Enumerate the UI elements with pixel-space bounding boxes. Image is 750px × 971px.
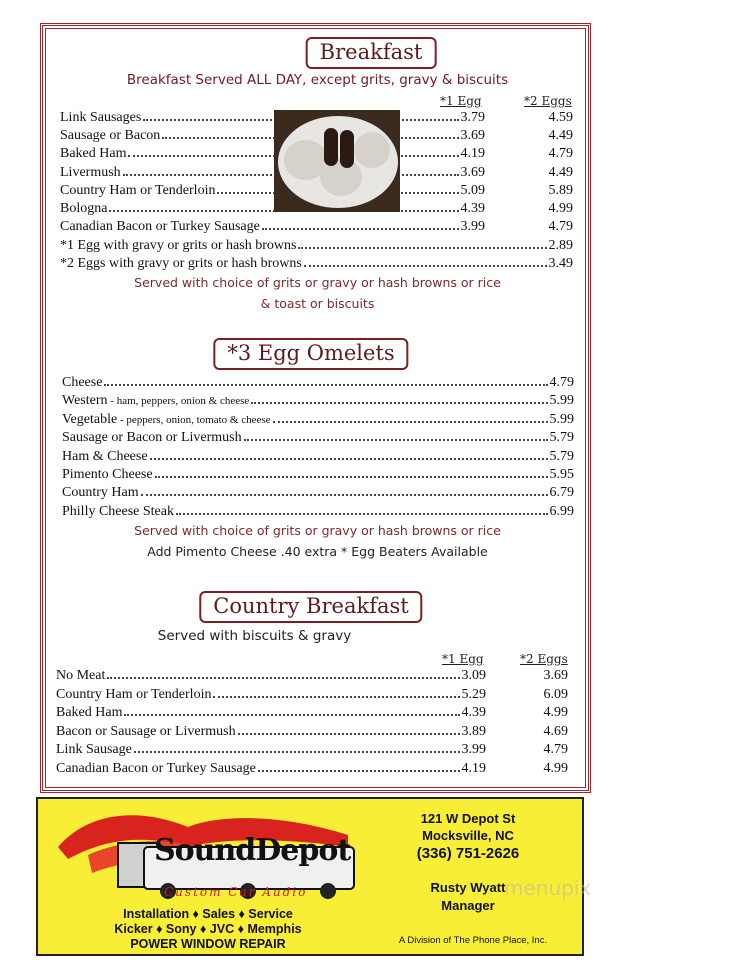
item-name: Livermush xyxy=(60,164,121,180)
omelet-item-row xyxy=(62,485,574,503)
omelet-item-row xyxy=(62,412,574,430)
breakfast-note-2: & toast or biscuits xyxy=(260,296,375,311)
price-1: 5.79 xyxy=(549,430,574,446)
omelet-item-row xyxy=(62,449,574,467)
country-item-row xyxy=(56,742,568,760)
omelet-item-row xyxy=(62,467,574,485)
price-2: 4.99 xyxy=(543,761,568,776)
item-name: Bologna xyxy=(60,201,108,216)
omelet-item-row xyxy=(62,504,574,522)
item-name: Sausage or Bacon or Livermush xyxy=(62,430,242,446)
leader-dots xyxy=(176,505,548,515)
item-name: Cheese xyxy=(62,375,103,390)
leader-dots xyxy=(124,706,459,716)
omelet-item-row xyxy=(62,430,574,448)
omelets-title: *3 Egg Omelets xyxy=(213,338,408,370)
ad-brands: Kicker ♦ Sony ♦ JVC ♦ Memphis xyxy=(114,922,302,936)
omelet-item-row xyxy=(62,393,574,411)
breakfast-col-2eggs: *2 Eggs xyxy=(524,94,572,108)
price-2: 3.69 xyxy=(543,668,568,683)
country-item-row xyxy=(56,668,568,686)
omelets-note-1: Served with choice of grits or gravy or hash browns or rice xyxy=(134,523,501,538)
leader-dots xyxy=(244,431,548,441)
price-1: 3.99 xyxy=(460,219,485,235)
price-1: 3.69 xyxy=(460,164,485,180)
price-2: 4.49 xyxy=(548,164,573,180)
leader-dots xyxy=(273,413,548,423)
breakfast-note-1: Served with choice of grits or gravy or hash browns or rice xyxy=(134,275,501,290)
item-name: *2 Eggs with gravy or grits or hash browns xyxy=(60,256,302,271)
price-1: 5.95 xyxy=(549,467,574,482)
item-name: Philly Cheese Steak xyxy=(62,503,174,519)
country-title: Country Breakfast xyxy=(199,591,422,623)
breakfast-extra-row xyxy=(60,256,573,274)
item-name: Ham & Cheese xyxy=(62,448,148,464)
price-2: 4.99 xyxy=(548,201,573,216)
item-name: Baked Ham xyxy=(56,705,123,721)
price-2: 4.79 xyxy=(548,219,573,235)
watermark-text: menupix xyxy=(504,876,592,900)
item-name: Western - ham, peppers, onion & cheese xyxy=(62,393,250,409)
leader-dots xyxy=(298,239,546,249)
country-col-1egg: *1 Egg xyxy=(442,652,484,666)
price-1: 4.79 xyxy=(549,375,574,390)
logo-subtitle: Custom Car Audio xyxy=(164,885,308,899)
price-1: 3.99 xyxy=(461,742,486,758)
leader-dots xyxy=(251,394,547,404)
item-name: Vegetable - peppers, onion, tomato & cheese xyxy=(62,411,271,427)
ad-services: Installation ♦ Sales ♦ Service xyxy=(123,907,293,921)
ad-address-2: Mocksville, NC xyxy=(422,828,514,843)
leader-dots xyxy=(150,450,548,460)
leader-dots xyxy=(213,688,459,698)
ad-repair: POWER WINDOW REPAIR xyxy=(130,937,286,951)
ad-contact-title: Manager xyxy=(441,898,495,913)
sound-depot-ad xyxy=(36,797,584,956)
price-1: 5.79 xyxy=(549,448,574,464)
item-name: Country Ham or Tenderloin xyxy=(56,686,212,702)
price-1: 5.99 xyxy=(549,393,574,409)
price-2: 4.69 xyxy=(543,723,568,739)
leader-dots xyxy=(262,220,459,230)
country-item-row xyxy=(56,705,568,723)
leader-dots xyxy=(134,743,460,753)
item-name: Canadian Bacon or Turkey Sausage xyxy=(60,219,260,235)
omelets-note-2: Add Pimento Cheese .40 extra * Egg Beaters Available xyxy=(147,544,488,559)
item-name: No Meat xyxy=(56,668,106,683)
ad-contact-name: Rusty Wyatt xyxy=(430,880,506,895)
leader-dots xyxy=(238,725,460,735)
item-name: Pimento Cheese xyxy=(62,467,153,482)
item-name: *1 Egg with gravy or grits or hash browns xyxy=(60,238,297,253)
item-detail: - peppers, onion, tomato & cheese xyxy=(117,413,271,426)
breakfast-photo xyxy=(274,110,400,212)
item-name: Link Sausages xyxy=(60,110,142,125)
item-name: Sausage or Bacon xyxy=(60,128,161,144)
country-item-row xyxy=(56,687,568,705)
item-name: Country Ham or Tenderloin xyxy=(60,182,216,198)
price-2: 4.99 xyxy=(543,705,568,721)
country-col-2eggs: *2 Eggs xyxy=(520,652,568,666)
leader-dots xyxy=(304,257,547,267)
country-item-row xyxy=(56,724,568,742)
item-name: Baked Ham xyxy=(60,146,127,162)
price-2: 6.09 xyxy=(543,686,568,702)
price-1: 4.39 xyxy=(461,705,486,721)
price-1: 4.39 xyxy=(460,201,485,216)
price-1: 3.89 xyxy=(461,723,486,739)
breakfast-title: Breakfast xyxy=(306,37,437,69)
price-1: 4.19 xyxy=(461,761,486,776)
price-1: 2.89 xyxy=(548,238,573,253)
price-1: 3.69 xyxy=(460,128,485,144)
breakfast-item-row xyxy=(60,219,573,237)
price-1: 3.79 xyxy=(460,110,485,125)
price-1: 6.99 xyxy=(549,503,574,519)
price-2: 4.79 xyxy=(548,146,573,162)
item-detail: - ham, peppers, onion & cheese xyxy=(107,395,250,408)
ad-phone: (336) 751-2626 xyxy=(416,845,520,862)
leader-dots xyxy=(258,762,460,772)
price-1: 5.29 xyxy=(461,686,486,702)
leader-dots xyxy=(107,669,459,679)
price-2: 5.89 xyxy=(548,182,573,198)
leader-dots xyxy=(155,468,548,478)
omelet-item-row xyxy=(62,375,574,393)
price-1: 5.09 xyxy=(460,182,485,198)
price-2: 4.49 xyxy=(548,128,573,144)
price-1: 5.99 xyxy=(549,411,574,427)
price-1: 4.19 xyxy=(460,146,485,162)
price-2: 4.59 xyxy=(548,110,573,125)
logo-text: SoundDepot xyxy=(154,833,351,868)
item-name: Canadian Bacon or Turkey Sausage xyxy=(56,761,256,776)
breakfast-col-1egg: *1 Egg xyxy=(440,94,482,108)
item-name: Bacon or Sausage or Livermush xyxy=(56,723,236,739)
price-1: 3.49 xyxy=(548,256,573,271)
ad-address-1: 121 W Depot St xyxy=(420,811,516,826)
price-2: 4.79 xyxy=(543,742,568,758)
price-1: 6.79 xyxy=(549,485,574,501)
leader-dots xyxy=(141,486,548,496)
country-item-row xyxy=(56,761,568,779)
ad-division: A Division of The Phone Place, Inc. xyxy=(398,935,548,946)
breakfast-subtitle: Breakfast Served ALL DAY, except grits, gravy & biscuits xyxy=(126,72,509,88)
breakfast-extra-row xyxy=(60,238,573,256)
leader-dots xyxy=(104,376,547,386)
country-subtitle: Served with biscuits & gravy xyxy=(157,628,352,644)
item-name: Country Ham xyxy=(62,485,139,501)
item-name: Link Sausage xyxy=(56,742,132,758)
price-1: 3.09 xyxy=(461,668,486,683)
